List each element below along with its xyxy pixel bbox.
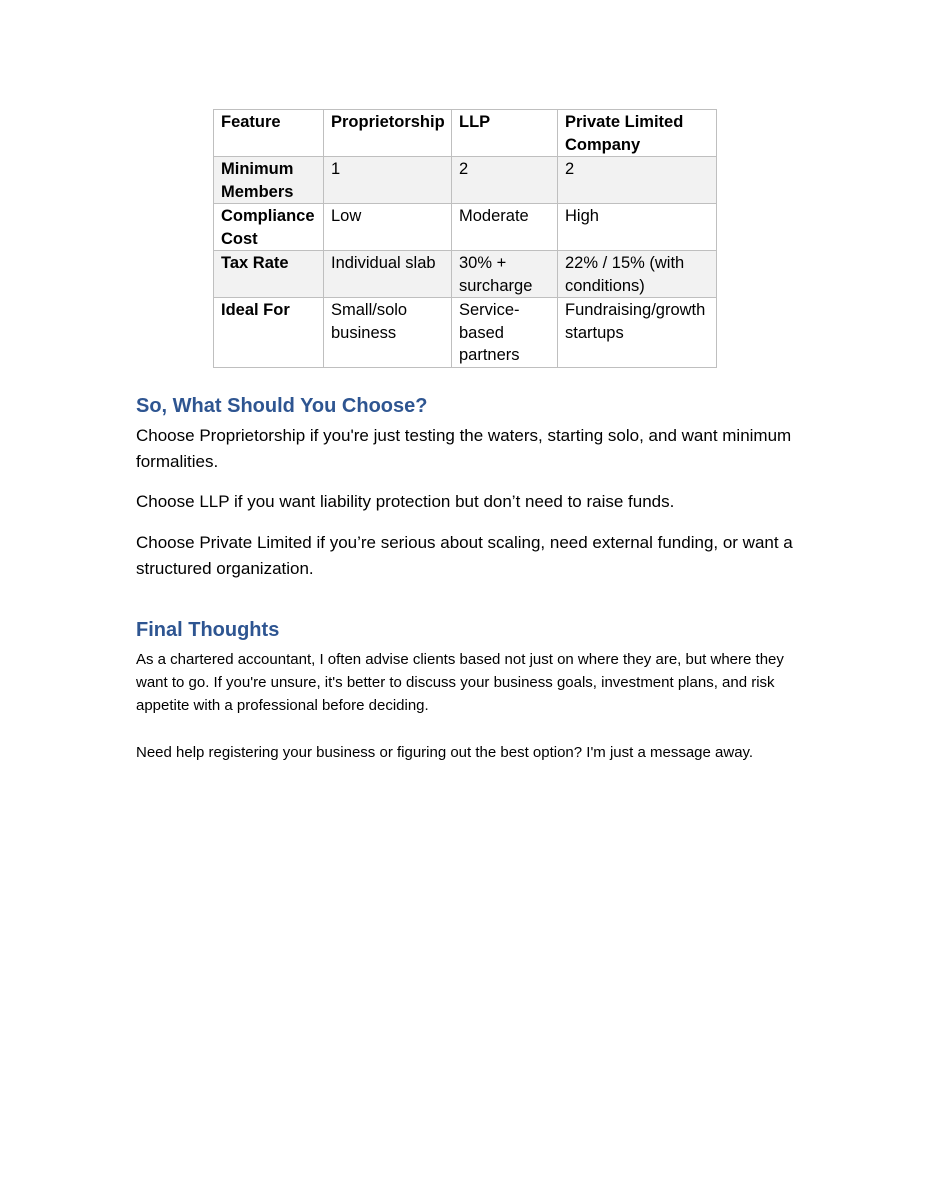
final-thoughts-heading: Final Thoughts: [136, 619, 280, 641]
table-cell: 1: [324, 157, 452, 204]
table-cell: Service-based partners: [452, 298, 558, 368]
final-paragraph-contact: Need help registering your business or figuring out the best option? I'm just a message away.: [136, 744, 754, 761]
header-cell-feature: Feature: [214, 110, 324, 157]
header-cell-proprietorship: Proprietorship: [324, 110, 452, 157]
table-row: [214, 251, 717, 298]
choose-paragraph-private-limited: Choose Private Limited if you’re serious about scaling, need external funding, or want a structured organization.: [136, 533, 793, 578]
table-cell: Moderate: [452, 204, 558, 251]
row-label: Ideal For: [214, 298, 324, 368]
row-label: Compliance Cost: [214, 204, 324, 251]
choose-paragraph-proprietorship: Choose Proprietorship if you're just testing the waters, starting solo, and want minimum formalities.: [136, 426, 792, 471]
table-cell: 2: [558, 157, 717, 204]
table-row: [214, 204, 717, 251]
choose-paragraph-llp: Choose LLP if you want liability protection but don’t need to raise funds.: [136, 492, 675, 511]
table-cell: High: [558, 204, 717, 251]
final-paragraph-advice: As a chartered accountant, I often advise clients based not just on where they are, but where they want to go. If you're unsure, it's better to discuss your business goals, investment plans, and risk appetite with a professional before deciding.: [136, 651, 784, 714]
table-row: [214, 298, 717, 368]
table-row: [214, 157, 717, 204]
header-cell-llp: LLP: [452, 110, 558, 157]
header-cell-private-limited: Private Limited Company: [558, 110, 717, 157]
choose-section-heading: So, What Should You Choose?: [136, 395, 428, 417]
row-label: Minimum Members: [214, 157, 324, 204]
table-cell: Fundraising/growth startups: [558, 298, 717, 368]
table-cell: Low: [324, 204, 452, 251]
table-cell: 2: [452, 157, 558, 204]
table-cell: Small/solo business: [324, 298, 452, 368]
table-header-row: [214, 110, 717, 157]
table-cell: 22% / 15% (with conditions): [558, 251, 717, 298]
table-cell: 30% + surcharge: [452, 251, 558, 298]
table-cell: Individual slab: [324, 251, 452, 298]
row-label: Tax Rate: [214, 251, 324, 298]
comparison-table: [213, 109, 717, 368]
